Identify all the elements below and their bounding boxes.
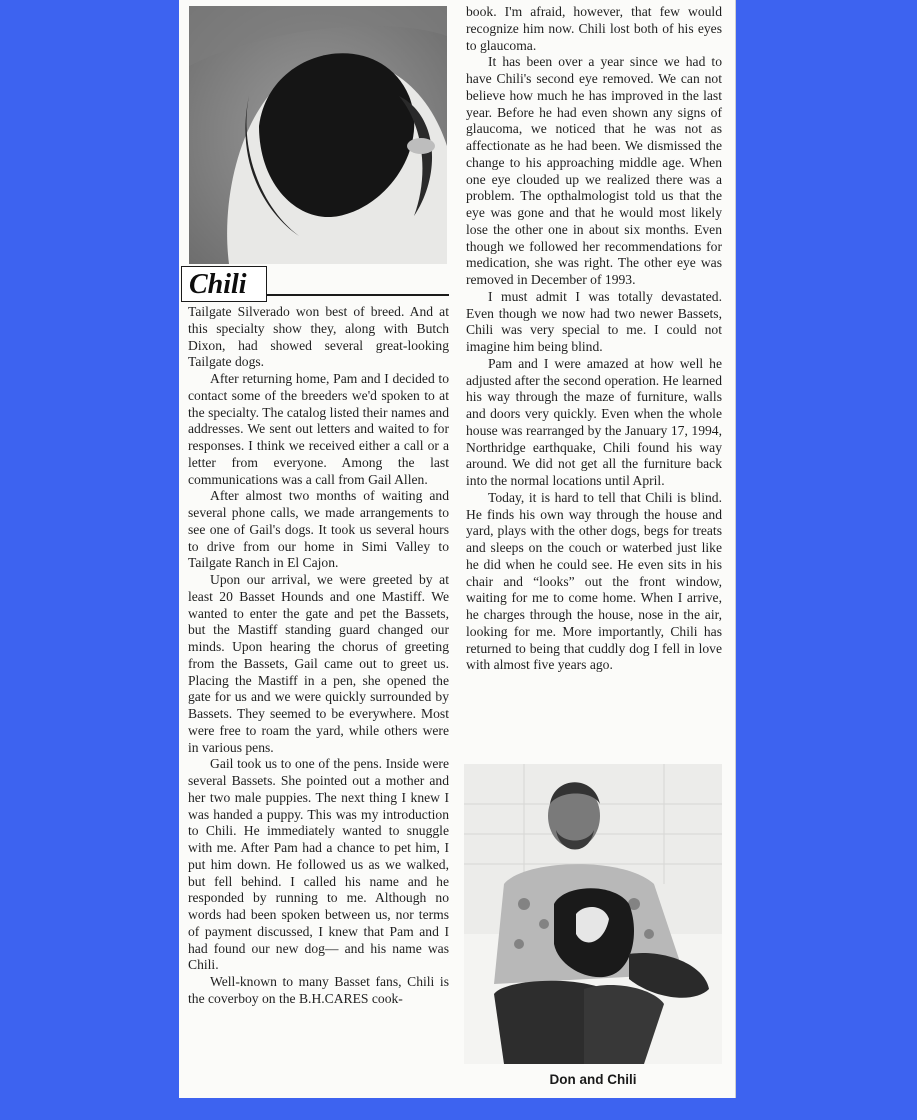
title-rule	[267, 294, 449, 296]
paragraph: I must admit I was totally devastated. Even though we now had two newer Bassets, Chili was very special to me. I could not imagine him being blind.	[466, 288, 722, 354]
article-page	[179, 0, 735, 1098]
don-and-chili-photo	[464, 764, 722, 1064]
paragraph: After returning home, Pam and I decided to contact some of the breeders we'd spoken to at the specialty. The catalog listed their names and addresses. We sent out letters and waited to for responses. I think we received either a call or a letter from everyone. Among the last communications was a call from Gail Allen.	[188, 371, 449, 487]
paragraph: Tailgate Silverado won best of breed. And at this specialty show they, along with Butch Dixon, had showed several great-looking Tailgate dogs.	[188, 304, 449, 370]
chili-dog-image	[189, 6, 447, 264]
article-title: Chili	[189, 269, 247, 300]
paragraph: book. I'm afraid, however, that few would recognize him now. Chili lost both of his eyes to glaucoma.	[466, 4, 722, 53]
paragraph: It has been over a year since we had to have Chili's second eye removed. We can not believe how much he has improved in the last year. Before he had even shown any signs of glaucoma, we noticed that he was not as affectionate as he had been. We dismissed the change to his approaching middle age. When one eye clouded up we realized there was a problem. The opthalmologist told us that the eye was gone and that he would most likely lose the other one in about six months. Even though we followed her recommendations for medication, she was right. The other eye was removed in December of 1993.	[466, 54, 722, 287]
don-and-chili-image	[464, 764, 722, 1064]
paragraph: Gail took us to one of the pens. Inside were several Bassets. She pointed out a mother and her two male puppies. The next thing I knew I was handed a puppy. This was my introduction to Chili. He immediately wanted to snuggle with me. After Pam had a chance to pet him, I put him down. He followed us as we walked, but fell behind. I called his name and he responded by running to me. Although no words had been spoken between us, nor terms of payment discussed, I knew that Pam and I had found our new dog— and his name was Chili.	[188, 756, 449, 973]
right-column	[466, 4, 722, 674]
paragraph: Upon our arrival, we were greeted by at least 20 Basset Hounds and one Mastiff. We wanted to enter the gate and pet the Bassets, but the Mastiff standing guard changed our minds. Upon hearing the chorus of greeting from the Bassets, Gail came out to greet us. Placing the Mastiff in a pen, she opened the gate for us and we were quickly surrounded by Bassets. They seemed to be everywhere. Most were free to roam the yard, while others were in various pens.	[188, 572, 449, 755]
paragraph: Today, it is hard to tell that Chili is blind. He finds his own way through the house and yard, plays with the other dogs, begs for treats and sleeps on the couch or waterbed just like he did when he could see. He even sits in his chair and “looks” out the front window, waiting for me to come home. When I arrive, he charges through the house, nose in the air, looking for me. More importantly, Chili has returned to being that cuddly dog I fell in love with almost five years ago.	[466, 489, 722, 673]
chili-photo	[189, 6, 447, 264]
photo-caption: Don and Chili	[549, 1072, 637, 1087]
paragraph: Pam and I were amazed at how well he adjusted after the second operation. He learned his way through the maze of furniture, walls and doors very quickly. Even when the whole house was rearranged by the January 17, 1994, Northridge earthquake, Chili found his way around. We did not get all the furniture back into the normal locations until April.	[466, 355, 722, 488]
left-column	[188, 304, 449, 1008]
paragraph: Well-known to many Basset fans, Chili is the coverboy on the B.H.CARES cook-	[188, 974, 449, 1006]
paragraph: After almost two months of waiting and several phone calls, we made arrangements to see one of Gail's dogs. It took us several hours to drive from our home in Simi Valley to Tailgate Ranch in El Cajon.	[188, 488, 449, 571]
